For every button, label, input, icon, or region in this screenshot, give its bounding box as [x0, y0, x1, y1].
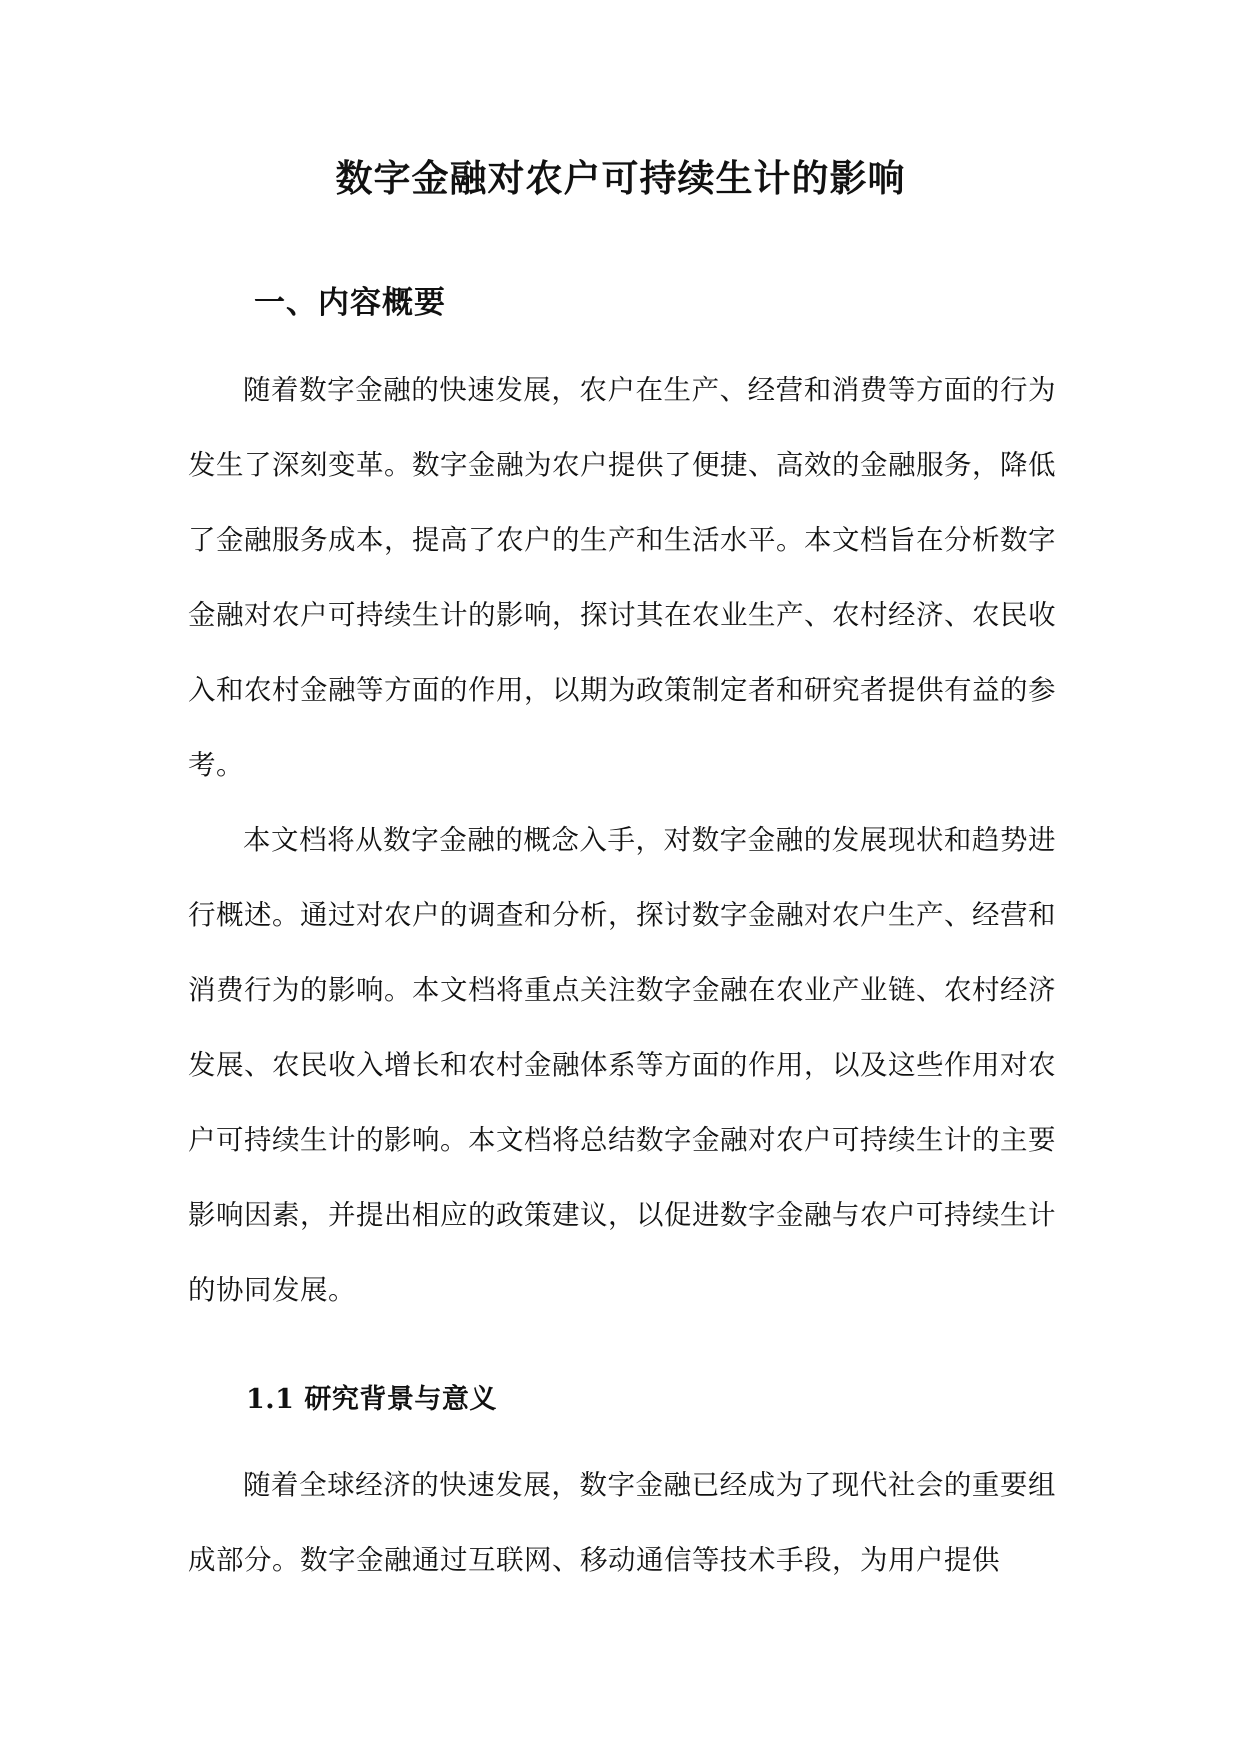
background-paragraph-1: 随着全球经济的快速发展，数字金融已经成为了现代社会的重要组成部分。数字金融通过互联网、移动通信等技术手段，为用户提供 — [188, 1469, 1056, 1576]
section-heading-summary: 一、内容概要 — [254, 285, 446, 321]
summary-paragraph-1: 随着数字金融的快速发展，农户在生产、经营和消费等方面的行为发生了深刻变革。数字金融为农户提供了便捷、高效的金融服务，降低了金融服务成本，提高了农户的生产和生活水平。本文档旨在分析数字金融对农户可持续生计的影响，探讨其在农业生产、农村经济、农民收入和农村金融等方面的作用，以期为政策制定者和研究者提供有益的参考。 — [188, 374, 1056, 781]
document-title: 数字金融对农户可持续生计的影响 — [335, 156, 906, 200]
summary-paragraph-2: 本文档将从数字金融的概念入手，对数字金融的发展现状和趋势进行概述。通过对农户的调查和分析，探讨数字金融对农户生产、经营和消费行为的影响。本文档将重点关注数字金融在农业产业链、农村经济发展、农民收入增长和农村金融体系等方面的作用，以及这些作用对农户可持续生计的影响。本文档将总结数字金融对农户可持续生计的主要影响因素，并提出相应的政策建议，以促进数字金融与农户可持续生计的协同发展。 — [188, 824, 1056, 1306]
subsection-heading-background: 1.1 研究背景与意义 — [246, 1384, 497, 1415]
